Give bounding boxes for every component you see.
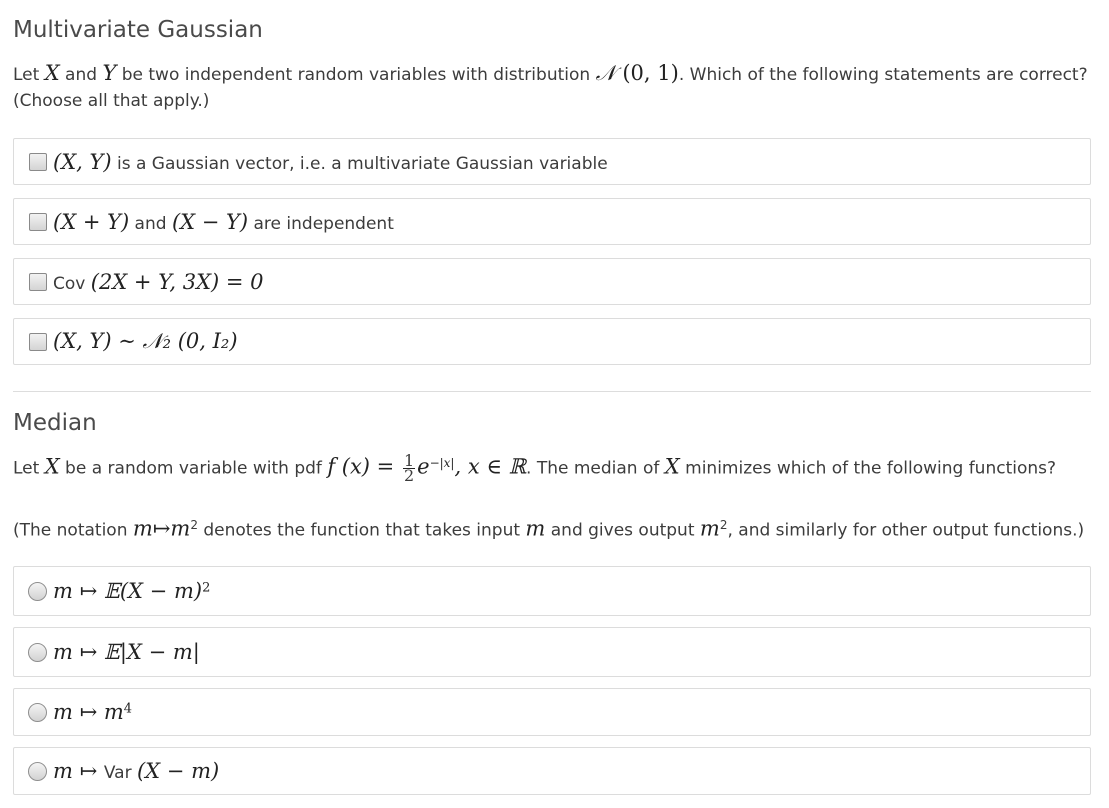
checkbox[interactable] <box>29 273 47 291</box>
section-divider <box>13 391 1091 392</box>
radio-button[interactable] <box>28 643 47 662</box>
option-checkbox-1[interactable]: (X, Y) is a Gaussian vector, i.e. a multivariate Gaussian variable <box>13 138 1091 185</box>
checkbox[interactable] <box>29 153 47 171</box>
option-checkbox-4[interactable]: (X, Y) ∼ 𝒩₂ (0, I₂) <box>13 318 1091 365</box>
option-radio-2[interactable]: m ↦ 𝔼|X − m| <box>13 627 1091 677</box>
option-checkbox-2[interactable]: (X + Y) and (X − Y) are independent <box>13 198 1091 245</box>
question-median: Let X be a random variable with pdf f (x) = $\frac{1}{2}$ $e^{-|x|}$, x ∈ ℝ. The median of X minimizes which of the following functions? <box>13 451 1057 486</box>
checkbox[interactable] <box>29 333 47 351</box>
radio-button[interactable] <box>28 582 47 601</box>
section-title-multivariate-gaussian: Multivariate Gaussian <box>13 17 263 43</box>
option-radio-1[interactable]: m ↦ 𝔼(X − m)$^2$ <box>13 566 1091 616</box>
option-checkbox-3[interactable]: Cov (2X + Y, 3X) = 0 <box>13 258 1091 305</box>
radio-button[interactable] <box>28 762 47 781</box>
option-radio-3[interactable]: m ↦ $m^4$ <box>13 688 1091 736</box>
radio-button[interactable] <box>28 703 47 722</box>
section-title-median: Median <box>13 410 97 436</box>
checkbox[interactable] <box>29 213 47 231</box>
fraction: $\frac{1}{2}$ <box>403 451 415 486</box>
question-multivariate: Let X and Y be two independent random variables with distribution 𝒩 (0, 1). Which of the following statements are correct? (Choose all that apply.) <box>13 61 1088 111</box>
option-radio-4[interactable]: m ↦ Var (X − m) <box>13 747 1091 795</box>
notation-note: (The notation $m↦m^2$ denotes the function that takes input m and gives output $m^2$, and similarly for other output functions.) <box>13 516 1085 541</box>
